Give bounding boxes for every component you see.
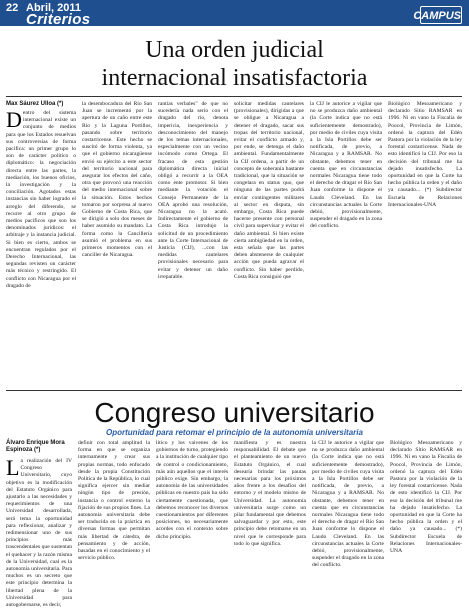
article2-column-2 <box>78 440 150 582</box>
article2-column-5 <box>312 440 384 582</box>
article1-column-4 <box>234 101 304 382</box>
article1-col6-text: Biológico Mesoamericano y declarado Sitio RAMSAR en 1996. Ni en vano la Fiscalía de Poocol, Provincia de Limón, ordenó la captura del Edén Pastora por la violación de la ley forestal costarricense. Nada de esto identificó la CIJ. Por eso la decisión del tribunal me ha dejado insatisfecho. La oportunidad en que la Corte ha hecho pública la orden y el daño ya causado... (*) Subdirector Escuela de Relaciones Internacionales-UNA <box>388 101 462 208</box>
section-title: Criterios <box>26 11 91 28</box>
article1-column-2 <box>82 101 152 382</box>
article2-col5-text: la CIJ le autorice a vigilar que no se produzca daño ambiental (la Corte indica que no está suficientemente demostrado), por medio de civiles cuya visita a la Isla Portillos debe ser notificada, de previo, a Nicaragua y a RAMSAR. No obstante, debemos tener en cuenta que en circunstancias normales Nicaragua tiene todo el derecho de dragar el Río San Juan conforme lo dispone el Laudo Cleveland. En las circunstancias actuales la Corte debió, provisionalmente, suspender el dragado en la zona del conflicto. <box>312 440 384 569</box>
article1-title <box>0 36 469 92</box>
article1-title-line2: internacional insatisfactoria <box>101 65 368 91</box>
dropcap: D <box>6 107 22 132</box>
article1-column-1 <box>6 107 76 382</box>
issue-date: Abril, 2011 <box>26 2 82 14</box>
article2-col1-text: a realización del IV Congreso Universitario, cuyo objetivo es la modificación del Estatuto Orgánico para ajustarlo a las necesidades y requerimientos de una Universidad desarrollada, será tema la oportunidad para reflexionar, analizar y redimensionar uno de sus principios más trascendentales que sustentan el quehacer y la razón misma de la Universidad, cual es la autonomía universitaria. Para muchos es un secreto que este principio determina la libertad plena de la Universidad para autogobernarse, es decir, <box>6 458 72 609</box>
article1-col4-text: solicitar medidas cautelares (provisionales), dirigidas a que se obligue a Nicaragua a detener el dragado, sacar sus tropas del territorio nacional, evitar el conflicto armado y, por ende, se detenga el daño ambiental. Fundamentalmente la CIJ ordena, a partir de un concepto de soberanía bastante tradicional, que la situación se congelara en status quo, que ninguna de las partes podrá enviar contingentes militares al sector en disputa, sin embargo, Costa Rica puede hacerse presente con personal civil para supervisar y evitar el daño ambiental. Si bien existe cierta ambigüedad en la orden, esta señala que las partes deben abstenerse de cualquier acción que pueda agravar el conflicto. Sin haber perdido, Costa Rica consiguió que <box>234 101 304 280</box>
divider <box>6 96 462 97</box>
article2-column-6 <box>390 440 462 582</box>
article1-column-6 <box>388 101 462 382</box>
article1-title-line1: Una orden judicial <box>145 37 324 63</box>
article1-col3-text: rantías verbales" de que no sucedería nada serio con el dragado del río, denota impericia, inexperiencia y desconocimiento del manejo de los temas internacionales, especialmente con un vecino incómodo como Ortega. El fracaso de esta gestión diplomática directa inicial obligó a recurrir a la OEA como ente promotor. Si bien mediante la votación el Consejo Permanente de la OEA aprobó una resolución, Nicaragua no la acató. Indirectamente el gobierno de Costa Rica introdujo la solicitud de un procedimiento ante la Corte Internacional de Justicia (CIJ), ...con las medidas cautelares provisionales necesario para evitar y detener un daño irreparable. <box>158 101 228 280</box>
article2-col4-text: manifiesta y es nuestra responsabilidad. El debate que el planteamiento de un nuevo Estatuto Orgánico, el cual desearía brindar las pautas necesarias para los próximos años frente a los desafíos del entorno y el modelo mismo de Universidad. La autonomía universitaria surge como un pilar fundamental que debemos salvaguardar y por esto, este principio debe retomarse en un nivel que le corresponde para todo lo que significa. <box>234 440 306 547</box>
article2-subtitle: Oportunidad para retomar el principio de la autonomía universitaria <box>106 428 363 437</box>
page-number: 22 <box>6 2 19 14</box>
article1-col2-text: la desembocadura del Río San Juan se incrementó por la apertura de un caño entre este Río y la Laguna Portillos, pasando sobre territorio costarricense. Este hecho se suscitó de forma violenta, ya que el gobierno nicaragüense envió su ejército a este sector del territorio nacional para asegurar los efectos del caño, otra que provocó una reacción del medio internacional sobre la situación. Estos hechos tomaron por sorpresa al nuevo Gobierno de Costa Rica, que se dirigió a solo dos meses de haber asumido su mandato. La forma como la Cancillería asumió el problema en sus primeros momentos con el canciller de Nicaragua. <box>82 101 152 259</box>
article2-col3-text: lítico y los vaivenes de los gobiernos de turno, protegiendo a la institución de cualquier tipo de control o condicionamiento, más aún aquellos que el interés público exige. Sin embargo, la autonomía de las universidades públicas en nuestro país ha sido ciertamente cuestionada, que debemos reconocer los diversos cuestionamientos por diferentes posiciones, no necesariamente acordes con el contexto sobre dicho principio. <box>156 440 228 540</box>
article2-column-4 <box>234 440 306 582</box>
article2-column-1 <box>6 455 72 609</box>
article1-byline: Max Sáurez Ulloa (*) <box>6 101 64 107</box>
article1-col5-text: la CIJ le autorice a vigilar que no se produzca daño ambiental (la Corte indica que no está suficientemente demostrado), por medio de civiles cuya visita a la Isla Portillos debe ser notificada, de previo, a Nicaragua y a RAMSAR. No obstante, debemos tener en cuenta que en circunstancias normales Nicaragua tiene todo el derecho de dragar el Río San Juan conforme lo dispone el Laudo Cleveland. En las circunstancias actuales la Corte debió, provisionalmente, suspender el dragado en la zona del conflicto. <box>310 101 382 230</box>
article1-column-3 <box>158 101 228 382</box>
article1-column-5 <box>310 101 382 382</box>
article2-col2-text: definir con total amplitud la forma en que se organiza internamente y crear sus propias normas, todo enfocado desde la propia Constitución Política de la República, lo cual significa ejercer sin mediar ningún tipo de presión, instancia o control externo la fijación de sus propios fines. La autonomía universitaria debe ser traducida en la práctica en diversas formas que permitan más libertad de cátedra, de pensamiento y de acción, basadas en el conocimiento y el servicio público. <box>78 440 150 562</box>
article2-column-3 <box>156 440 228 582</box>
header-bar <box>0 0 469 26</box>
brand-logo: CAMPUS <box>413 10 461 22</box>
divider <box>6 390 462 391</box>
article1-col1-text: entro del sistema internacional existe un conjunto de medios para que los Estados resuelvan sus controversias de forma pacífica: un primer grupo lo son de carácter político o diplomático: la negociación directa entre las partes, la mediación, los buenos oficios, la investigación y la conciliación. Agotados estas instancias sin haber logrado el arreglo del diferendo, se recurre al otro grupo de medios pacíficos que son los denominados jurídicos: el arbitraje y la instancia judicial. Si bien es cierto, ambos se encuentran regulados por el Derecho Internacional, las segundas revisten un carácter más técnico y restringido. El conflicto con Nicaragua por el dragado de <box>6 110 76 289</box>
article2-col6-text: Biológico Mesoamericano y declarado Sitio RAMSAR en 1996. Ni en vano la Fiscalía de Poocol, Provincia de Limón, ordenó la captura del Edén Pastora por la violación de la ley forestal costarricense. Nada de esto identificó la CIJ. Por eso la decisión del tribunal me ha dejado insatisfecho. La oportunidad en que la Corte ha hecho pública la orden y el daño ya causado... (*) Subdirector Escuela de Relaciones Internacionales-UNA <box>390 440 462 555</box>
article2-byline: Álvaro Enrique Mora Espinoza (*) <box>6 440 65 453</box>
dropcap: L <box>6 455 20 480</box>
article2-title: Congreso universitario <box>94 397 375 428</box>
